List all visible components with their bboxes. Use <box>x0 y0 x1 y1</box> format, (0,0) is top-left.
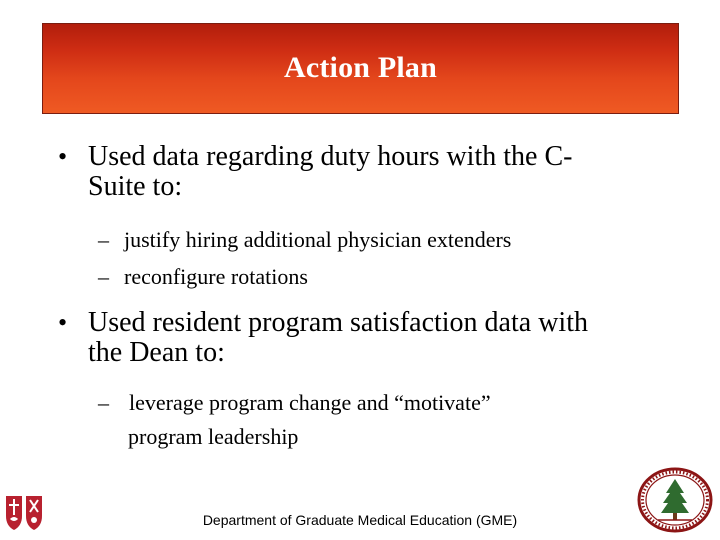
bullet-marker: • <box>58 308 68 337</box>
footer-text: Department of Graduate Medical Education (GME) <box>202 512 518 528</box>
sub-bullet-text-line2: program leadership <box>128 424 299 449</box>
sub-bullet-marker: – <box>98 264 109 289</box>
sub-bullet-marker: – <box>98 227 109 252</box>
bullet-item <box>58 142 678 202</box>
slide-title: Action Plan <box>283 50 438 84</box>
bullet-text-line2: Suite to: <box>88 171 183 202</box>
bullet-marker: • <box>58 142 68 171</box>
sub-bullet-item <box>98 223 658 257</box>
sub-bullet-text: justify hiring additional physician extenders <box>124 227 512 252</box>
title-bar <box>42 23 679 114</box>
sub-bullet-text: reconfigure rotations <box>124 264 308 289</box>
bullet-text-line2: the Dean to: <box>88 337 225 368</box>
bullet-item <box>58 308 678 368</box>
sub-bullet-item <box>98 260 658 294</box>
bullet-text-line1: Used resident program satisfaction data with <box>88 307 588 338</box>
sub-bullet-marker: – <box>98 390 109 415</box>
sub-bullet-text-line1: leverage program change and “motivate” <box>129 390 491 415</box>
bullet-text-line1: Used data regarding duty hours with the C- <box>88 141 573 172</box>
sub-bullet-item <box>98 386 658 454</box>
